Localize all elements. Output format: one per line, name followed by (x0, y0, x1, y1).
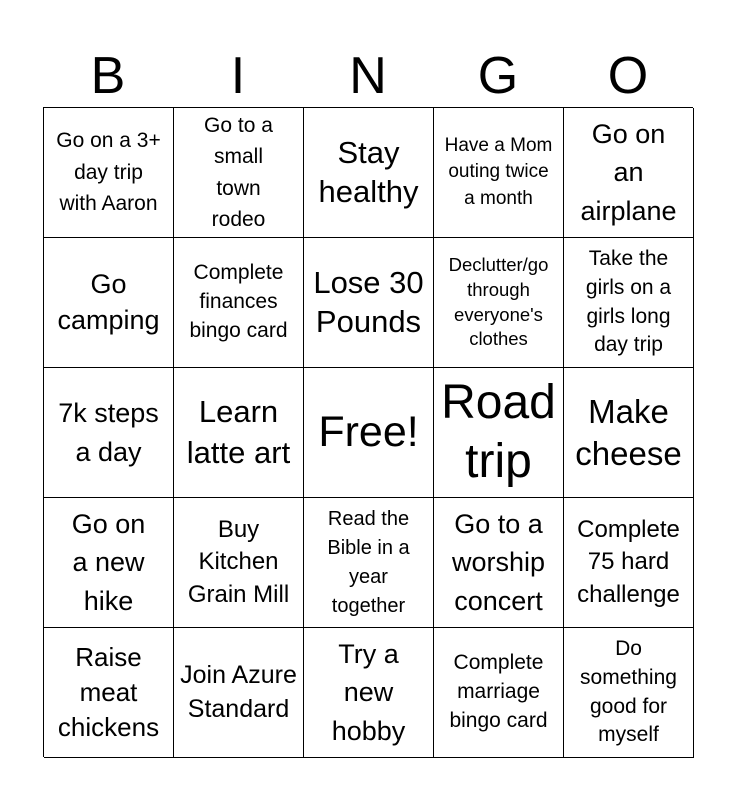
bingo-header (43, 44, 693, 108)
cell-text: Complete 75 hard challenge (577, 515, 680, 608)
header-letter-g: G (477, 47, 519, 105)
cell-text: Declutter/go through everyone's clothes (448, 253, 549, 350)
header-letter-i: I (230, 47, 246, 105)
cell-text: Take the girls on a girls long day trip (585, 246, 672, 357)
cell-text: Raise meat chickens (57, 641, 160, 743)
cell-text: Try a new hobby (331, 639, 406, 746)
bingo-cell[interactable] (434, 498, 564, 628)
bingo-cell[interactable] (44, 368, 174, 498)
header-letter-o: O (607, 47, 649, 105)
cell-text: Join Azure Standard (180, 660, 297, 723)
bingo-cell[interactable] (434, 628, 564, 758)
cell-text: 7k steps a day (58, 398, 159, 467)
bingo-cell[interactable] (564, 238, 694, 368)
cell-text: Go on a new hike (71, 509, 146, 616)
bingo-cell[interactable] (564, 628, 694, 758)
cell-text: Stay healthy (318, 134, 419, 209)
cell-text: Do something good for myself (580, 636, 677, 747)
cell-text: Buy Kitchen Grain Mill (187, 515, 290, 608)
bingo-cell[interactable] (174, 368, 304, 498)
cell-text: Free! (318, 407, 419, 456)
bingo-cell[interactable] (434, 108, 564, 238)
cell-text: Go camping (57, 269, 160, 335)
bingo-cell[interactable] (44, 498, 174, 628)
cell-text: Have a Mom outing twice a month (444, 135, 553, 209)
bingo-cell[interactable] (44, 238, 174, 368)
bingo-cell[interactable] (44, 108, 174, 238)
header-letter-n: N (349, 47, 387, 105)
bingo-cell[interactable] (174, 108, 304, 238)
cell-text: Go to a worship concert (451, 509, 546, 616)
bingo-cell[interactable] (434, 368, 564, 498)
bingo-cell[interactable] (174, 498, 304, 628)
bingo-cell[interactable] (304, 498, 434, 628)
cell-text: Road trip (441, 375, 556, 488)
bingo-cell[interactable] (564, 108, 694, 238)
cell-text: Make cheese (575, 393, 682, 472)
bingo-cell[interactable] (304, 368, 434, 498)
bingo-cell[interactable] (434, 238, 564, 368)
bingo-cell[interactable] (174, 238, 304, 368)
cell-text: Lose 30 Pounds (313, 264, 424, 339)
cell-text: Go to a small town rodeo (204, 113, 273, 231)
bingo-cell[interactable] (44, 628, 174, 758)
header-letter-b: B (90, 47, 126, 105)
bingo-cell[interactable] (304, 108, 434, 238)
cell-text: Complete marriage bingo card (449, 651, 548, 732)
cell-text: Go on a 3+ day trip with Aaron (56, 129, 161, 216)
cell-text: Read the Bible in a year together (327, 507, 410, 617)
cell-text: Learn latte art (186, 394, 291, 470)
bingo-board (43, 107, 693, 757)
bingo-cell[interactable] (564, 368, 694, 498)
cell-text: Go on an airplane (580, 119, 677, 226)
bingo-cell[interactable] (174, 628, 304, 758)
bingo-cell[interactable] (304, 628, 434, 758)
cell-text: Complete finances bingo card (189, 261, 288, 342)
bingo-cell[interactable] (304, 238, 434, 368)
bingo-cell[interactable] (564, 498, 694, 628)
